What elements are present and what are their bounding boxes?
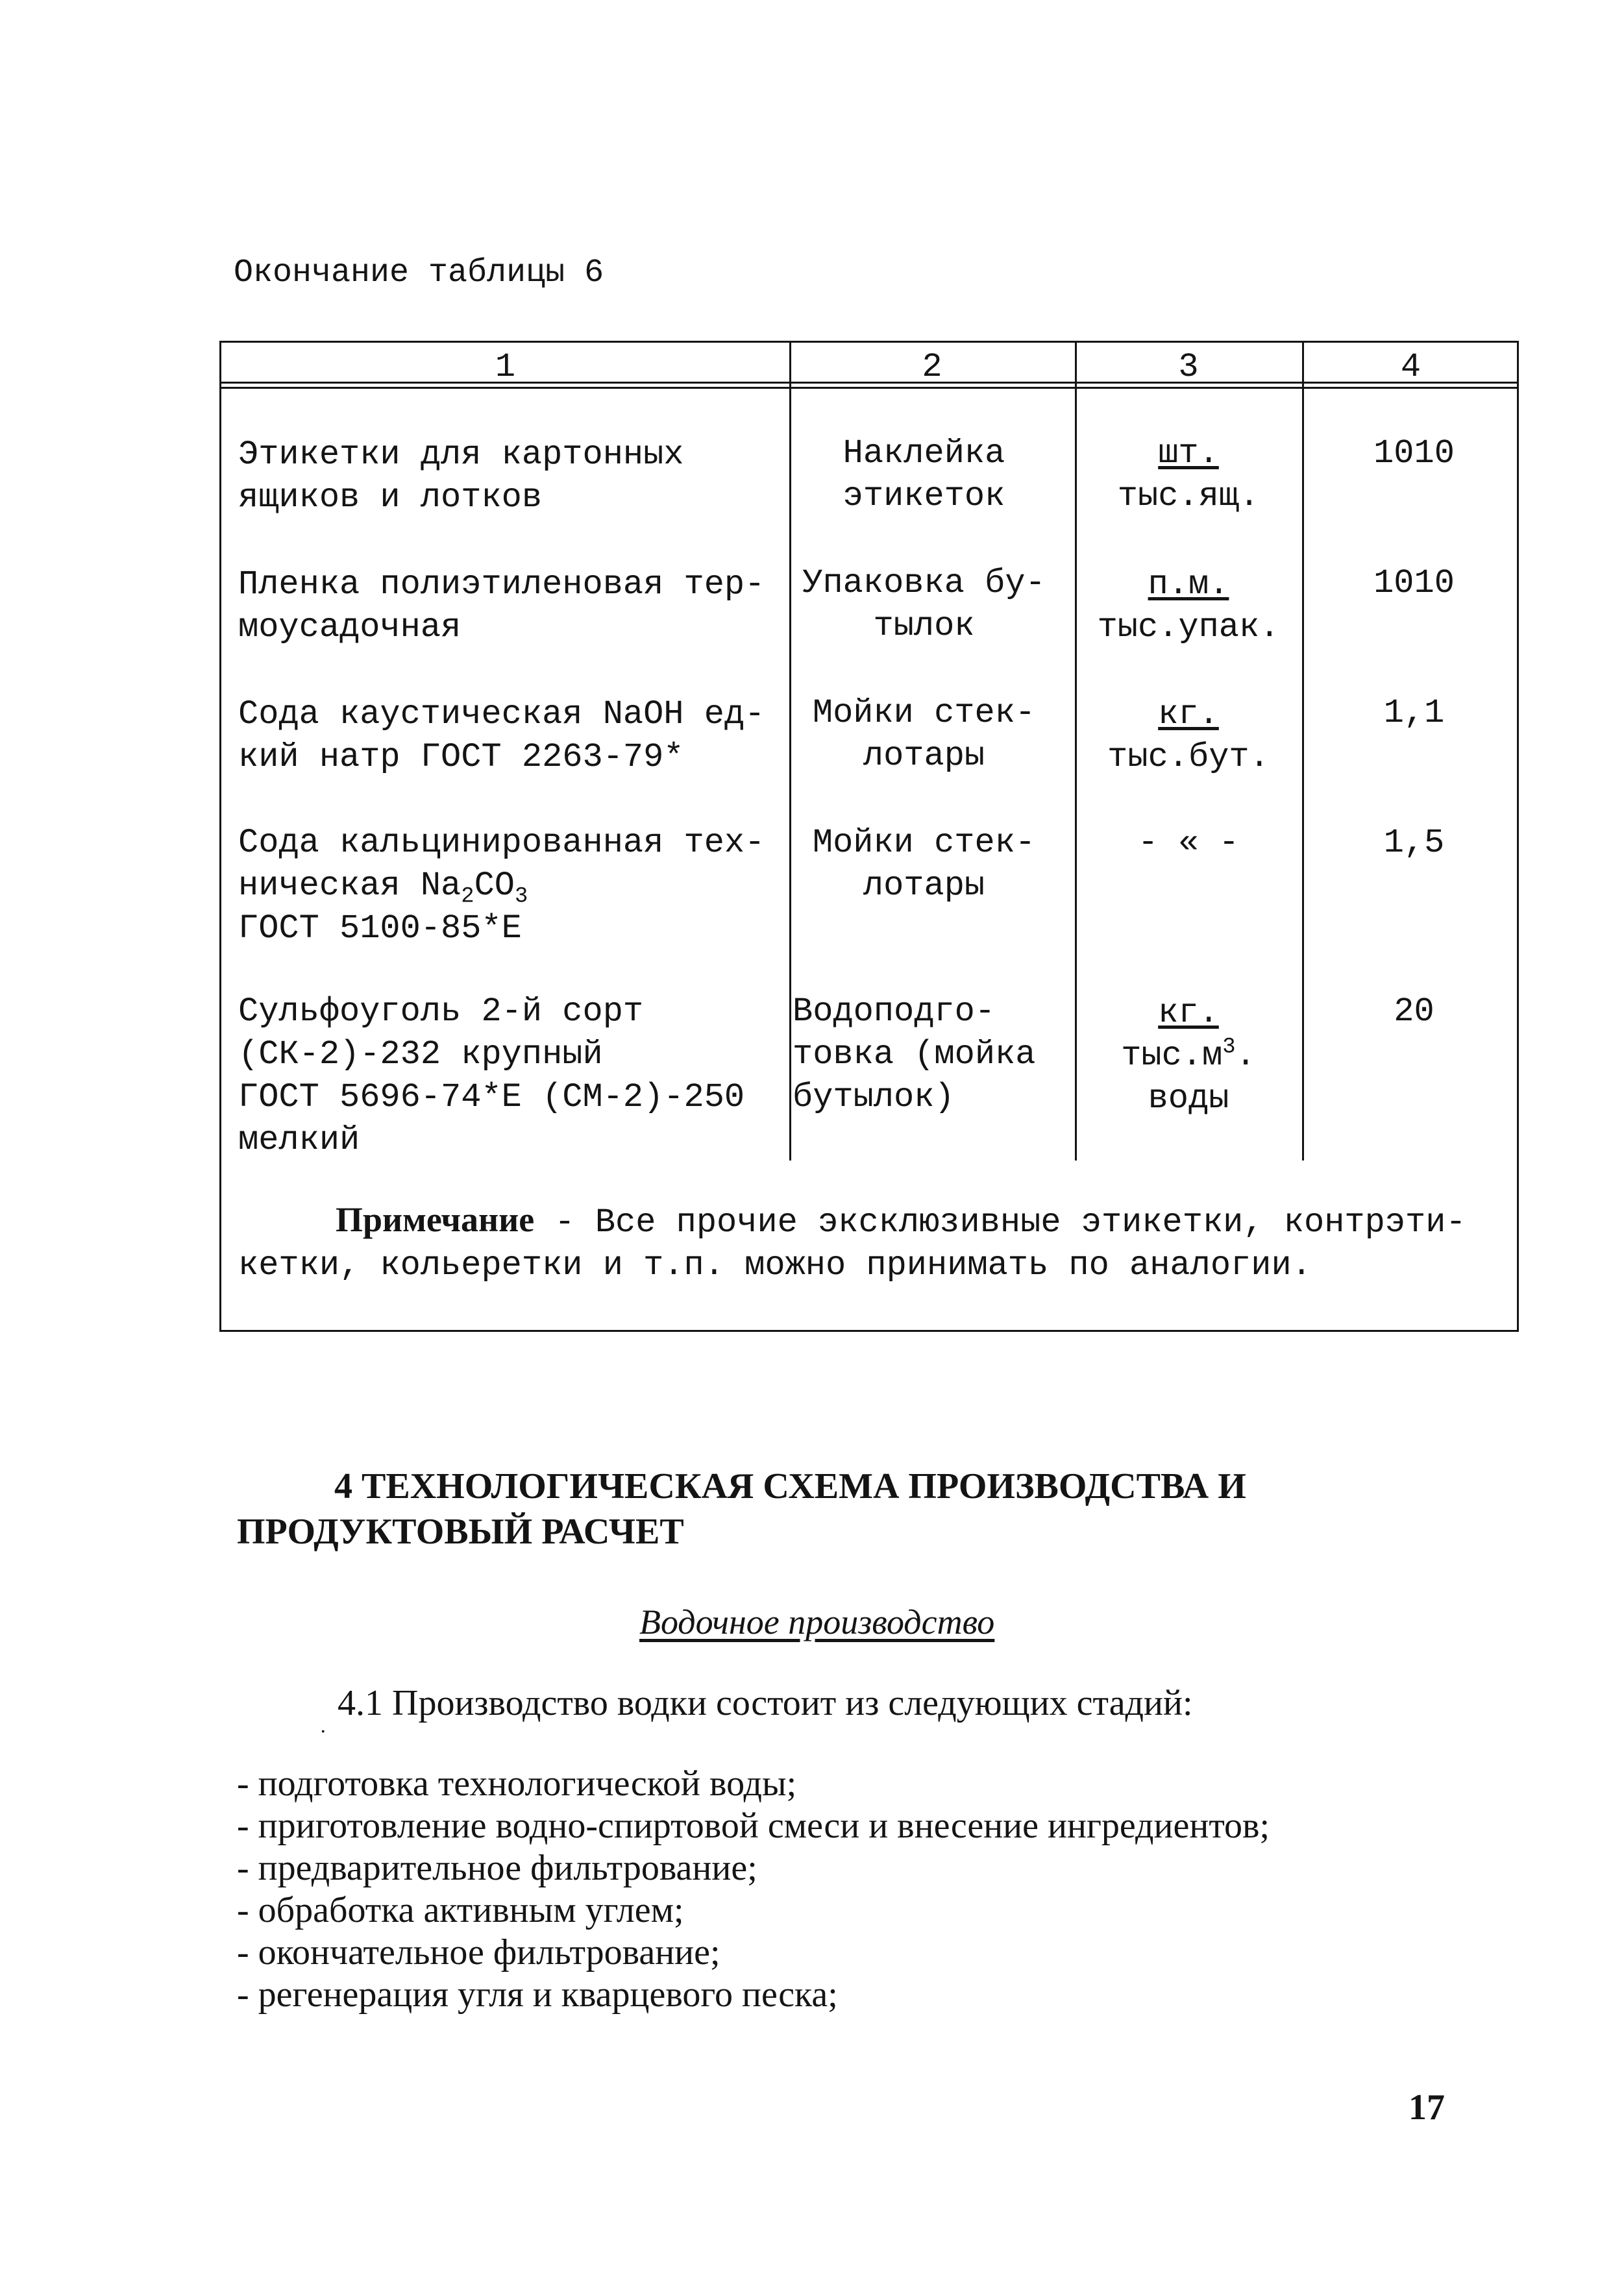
formula-text: ническая Na <box>238 866 461 905</box>
table-row-2-material <box>238 563 765 649</box>
unit-denominator <box>1075 1035 1302 1077</box>
list-item: - подготовка технологической воды; <box>237 1763 797 1804</box>
table-row-2-purpose <box>780 562 1068 648</box>
note-text: - Все прочие эксклюзивные этикетки, контрэти- <box>534 1203 1466 1242</box>
materials-table <box>219 341 1519 1332</box>
header-rule-double <box>221 387 1517 389</box>
table-cell-text: Сульфоуголь 2-й сорт <box>238 992 644 1031</box>
table-cell-text: моусадочная <box>238 608 461 646</box>
stage-list <box>237 1763 1270 2016</box>
unit-text: . <box>1235 1037 1256 1075</box>
table-cell-text: мелкий <box>238 1121 360 1159</box>
table-cell-text: Сода каустическая NaOH ед- <box>238 695 765 733</box>
unit-text: тыс.м <box>1121 1037 1223 1075</box>
list-item: - предварительное фильтрование; <box>237 1848 757 1888</box>
table-row-1-material <box>238 434 684 519</box>
scan-speck: . <box>320 1715 326 1738</box>
table-cell-formula <box>238 865 765 907</box>
column-header-2: 2 <box>922 348 942 386</box>
list-item: - окончательное фильтрование; <box>237 1932 720 1972</box>
table-row-3-material <box>238 693 765 779</box>
table-caption: Окончание таблицы 6 <box>234 254 604 291</box>
table-cell-text: тылок <box>873 607 975 645</box>
unit-numerator: п.м. <box>1148 565 1229 604</box>
table-cell-text: ГОСТ 5100-85*Е <box>238 909 522 948</box>
table-cell-text: лотары <box>863 866 985 905</box>
table-cell-text: Наклейка <box>843 434 1005 473</box>
table-row-5-unit <box>1075 992 1302 1120</box>
table-row-3-purpose <box>780 692 1068 778</box>
unit-numerator: кг. <box>1158 994 1219 1032</box>
section-heading <box>237 1464 1405 1554</box>
table-cell-text: Сода кальцинированная тех- <box>238 824 765 862</box>
unit-numerator: кг. <box>1158 695 1219 733</box>
table-note <box>238 1198 1507 1287</box>
table-row-5-norm: 20 <box>1394 992 1434 1031</box>
formula-subscript: 2 <box>461 884 474 909</box>
formula-subscript: 3 <box>514 884 528 909</box>
table-row-1-unit <box>1075 432 1302 518</box>
section-heading-line-2: ПРОДУКТОВЫЙ РАСЧЕТ <box>237 1512 684 1552</box>
table-cell-text: Упаковка бу- <box>802 564 1046 602</box>
section-heading-line-1: 4 ТЕХНОЛОГИЧЕСКАЯ СХЕМА ПРОИЗВОДСТВА И <box>334 1466 1246 1506</box>
table-cell-text: лотары <box>863 737 985 775</box>
table-cell-text: кий натр ГОСТ 2263-79* <box>238 738 684 776</box>
table-cell-text: этикеток <box>843 477 1005 515</box>
table-row-4-unit: - « - <box>1137 824 1240 862</box>
table-row-1-norm: 1010 <box>1373 434 1455 473</box>
table-cell-text: Этикетки для картонных <box>238 436 684 474</box>
table-row-4-norm: 1,5 <box>1383 824 1445 862</box>
intro-paragraph: 4.1 Производство водки состоит из следующих стадий: <box>338 1683 1193 1723</box>
column-header-1: 1 <box>495 348 516 386</box>
note-text-continued: кетки, кольеретки и т.п. можно принимать по аналогии. <box>238 1246 1312 1284</box>
table-row-5-material <box>238 990 744 1162</box>
formula-text: CO <box>474 866 515 905</box>
unit-superscript: 3 <box>1222 1035 1236 1060</box>
column-header-4: 4 <box>1400 348 1421 386</box>
unit-denominator: тыс.бут. <box>1107 738 1270 776</box>
table-row-3-unit <box>1075 693 1302 779</box>
unit-text: воды <box>1148 1079 1229 1118</box>
table-row-1-purpose <box>780 432 1068 518</box>
table-cell-text: бутылок) <box>793 1078 955 1116</box>
table-row-4-material <box>238 822 765 950</box>
unit-numerator: шт. <box>1158 434 1219 473</box>
note-label: Примечание <box>336 1200 535 1239</box>
column-header-3: 3 <box>1178 348 1199 386</box>
list-item: - приготовление водно-спиртовой смеси и внесение ингредиентов; <box>237 1806 1270 1846</box>
subsection-title: Водочное производство <box>639 1603 995 1641</box>
unit-denominator: тыс.упак. <box>1097 608 1280 646</box>
list-item: - обработка активным углем; <box>237 1890 684 1930</box>
table-cell-text: ГОСТ 5696-74*Е (СМ-2)-250 <box>238 1078 745 1116</box>
table-cell-text: Мойки стек- <box>812 694 1036 732</box>
list-item: - регенерация угля и кварцевого песка; <box>237 1974 838 2015</box>
table-row-4-purpose <box>780 822 1068 907</box>
table-row-2-unit <box>1075 563 1302 649</box>
table-cell-text: (СК-2)-232 крупный <box>238 1035 603 1074</box>
table-cell-text: ящиков и лотков <box>238 478 543 517</box>
table-row-5-purpose <box>793 990 1035 1119</box>
table-cell-text: товка (мойка <box>793 1035 1036 1074</box>
page-number: 17 <box>1409 2087 1445 2128</box>
table-cell-text: Пленка полиэтиленовая тер- <box>238 565 765 604</box>
unit-denominator: тыс.ящ. <box>1117 477 1260 515</box>
table-cell-text: Мойки стек- <box>812 824 1036 862</box>
table-cell-text: Водоподго- <box>793 992 996 1031</box>
table-row-2-norm: 1010 <box>1373 564 1455 602</box>
column-divider-3 <box>1302 343 1304 1161</box>
table-row-3-norm: 1,1 <box>1383 694 1445 732</box>
